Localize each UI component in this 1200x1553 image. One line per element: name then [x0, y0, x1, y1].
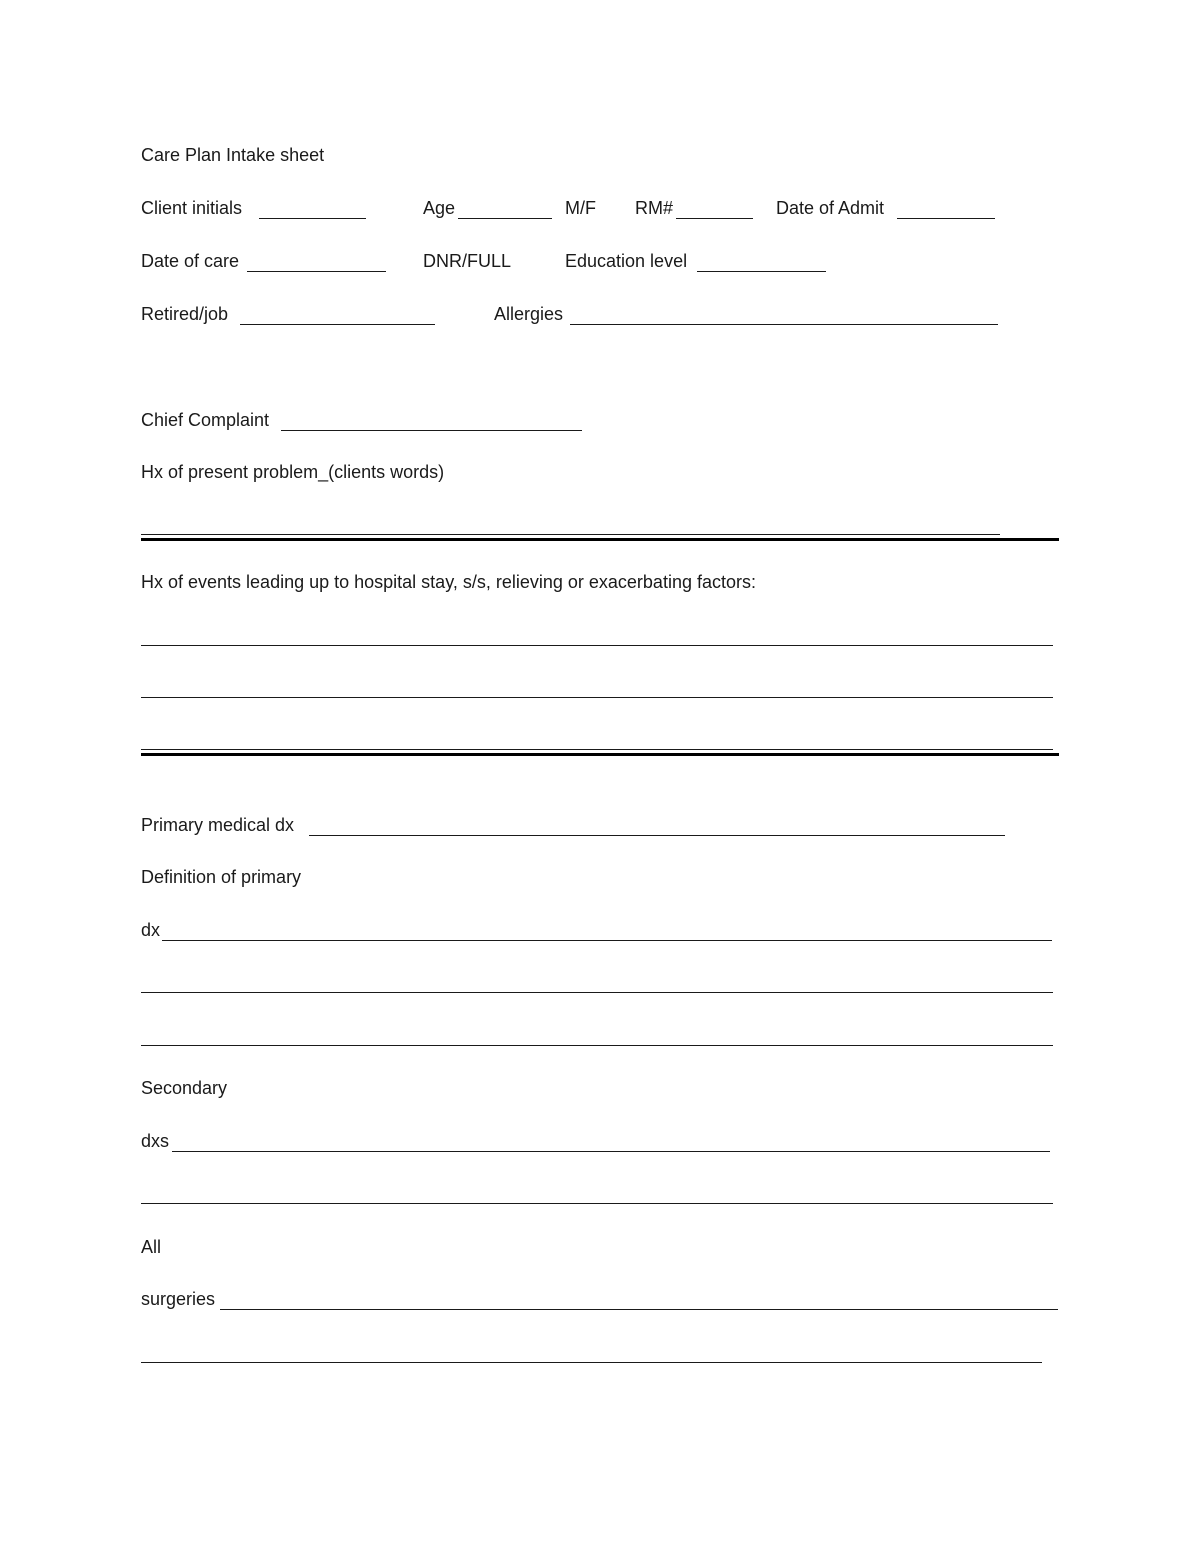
allergies-label: Allergies	[494, 304, 564, 324]
client-initials-field[interactable]	[259, 218, 366, 219]
definition-line-2[interactable]	[141, 992, 1053, 993]
secondary-dx-line-2[interactable]	[141, 1203, 1053, 1204]
dxs-label: dxs	[141, 1131, 170, 1151]
date-of-admit-field[interactable]	[897, 218, 995, 219]
hx-events-line-1[interactable]	[141, 645, 1053, 646]
date-of-admit-label: Date of Admit	[776, 198, 885, 218]
age-label: Age	[423, 198, 456, 218]
retired-job-field[interactable]	[240, 324, 435, 325]
all-label: All	[141, 1237, 162, 1257]
form-title: Care Plan Intake sheet	[141, 145, 325, 165]
hx-events-line-3[interactable]	[141, 749, 1053, 750]
hx-events-line-2[interactable]	[141, 697, 1053, 698]
definition-primary-label: Definition of primary	[141, 867, 302, 887]
retired-job-label: Retired/job	[141, 304, 229, 324]
hx-events-label: Hx of events leading up to hospital stay, s/s, relieving or exacerbating factors:	[141, 572, 756, 592]
date-of-care-label: Date of care	[141, 251, 240, 271]
section-divider	[141, 753, 1059, 756]
education-level-label: Education level	[565, 251, 688, 271]
room-number-label: RM#	[635, 198, 674, 218]
surgeries-line-1[interactable]	[220, 1309, 1058, 1310]
secondary-dx-line-1[interactable]	[172, 1151, 1050, 1152]
primary-dx-label: Primary medical dx	[141, 815, 295, 835]
primary-dx-field[interactable]	[309, 835, 1005, 836]
surgeries-line-2[interactable]	[141, 1362, 1042, 1363]
code-status-label: DNR/FULL	[423, 251, 512, 271]
sex-label: M/F	[565, 198, 596, 218]
chief-complaint-field[interactable]	[281, 430, 582, 431]
definition-line-3[interactable]	[141, 1045, 1053, 1046]
age-field[interactable]	[458, 218, 552, 219]
section-divider	[141, 538, 1059, 541]
date-of-care-field[interactable]	[247, 271, 386, 272]
allergies-field[interactable]	[570, 324, 998, 325]
chief-complaint-label: Chief Complaint	[141, 410, 270, 430]
education-level-field[interactable]	[697, 271, 826, 272]
client-initials-label: Client initials	[141, 198, 243, 218]
dx-label: dx	[141, 920, 161, 940]
definition-line-1[interactable]	[162, 940, 1052, 941]
hx-present-problem-label: Hx of present problem_(clients words)	[141, 462, 445, 482]
hx-present-problem-field[interactable]	[141, 534, 1000, 535]
surgeries-label: surgeries	[141, 1289, 216, 1309]
room-number-field[interactable]	[676, 218, 753, 219]
secondary-label: Secondary	[141, 1078, 228, 1098]
